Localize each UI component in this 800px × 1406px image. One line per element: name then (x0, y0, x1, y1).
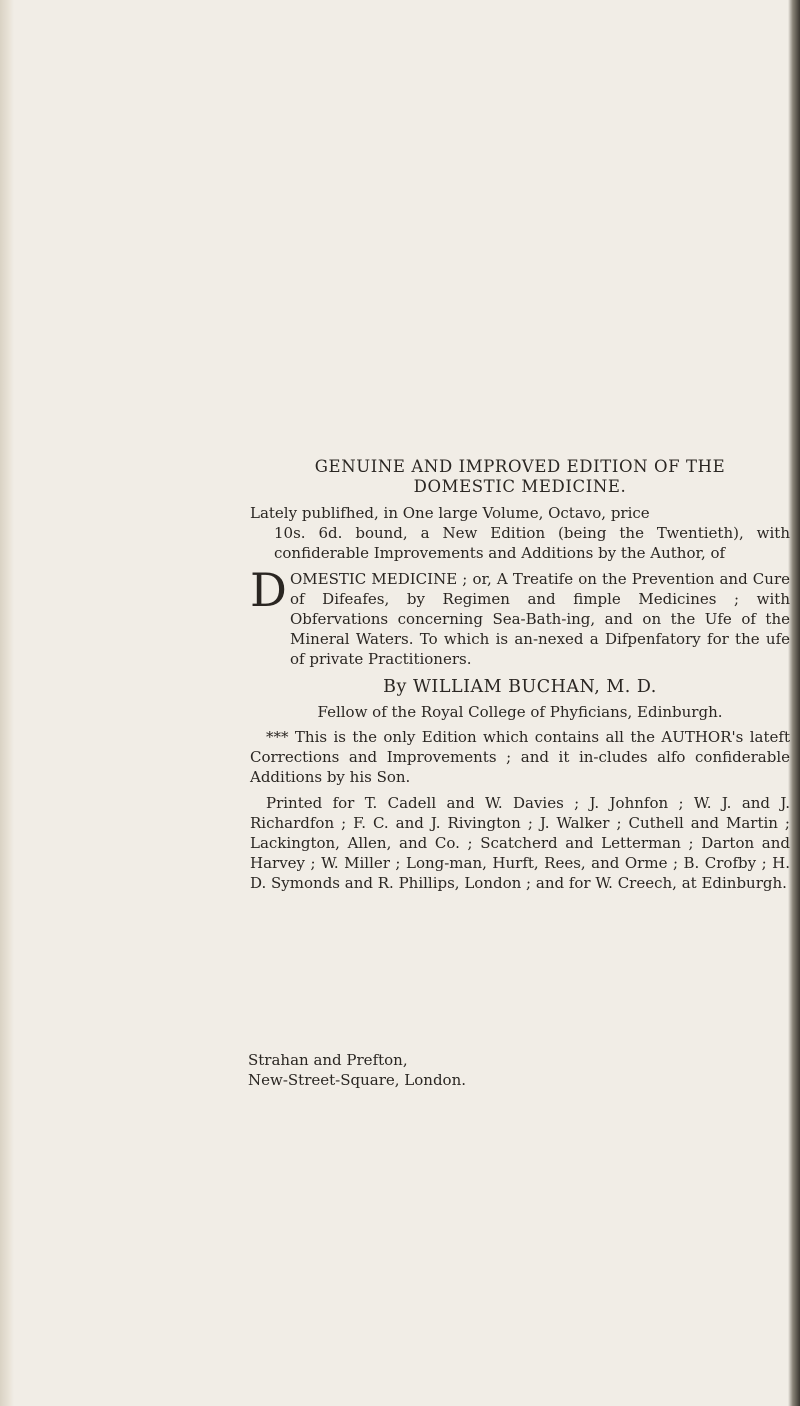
heading-line-2: DOMESTIC MEDICINE. (413, 477, 627, 496)
author-affiliation: Fellow of the Royal College of Phyficians, Edinburgh. (317, 703, 723, 721)
colophon-line-2: New-Street-Square, London. (248, 1071, 467, 1089)
edition-note: *** This is the only Edition which contains all the AUTHOR's lateft Corrections and Improvements ; and it in-cludes alfo confiderable Additions by his Son. (250, 728, 790, 786)
colophon-line-1: Strahan and Prefton, (248, 1051, 408, 1069)
advertisement-page (250, 457, 790, 893)
drop-cap: D (250, 563, 287, 617)
publication-notice-rest: 10s. 6d. bound, a New Edition (being the Twentieth), with confiderable Improvements and Additions by the Author, of (274, 524, 790, 562)
publication-notice-first: Lately publifhed, in One large Volume, Octavo, price (250, 504, 650, 522)
author-line: By WILLIAM BUCHAN, M. D. (383, 677, 657, 697)
book-title-paragraph (250, 563, 790, 669)
publishers-list: Printed for T. Cadell and W. Davies ; J. Johnfon ; W. J. and J. Richardfon ; F. C. and J. Rivington ; J. Walker ; Cuthell and Martin ; Lackington, Allen, and Co. ; Scatcherd and Letterman ; Darton and Harvey ; W. Miller ; Long-man, Hurft, Rees, and Orme ; B. Crofby ; H. D. Symonds and R. Phillips, London ; and for W. Creech, at Edinburgh. (250, 794, 790, 892)
publication-notice (250, 503, 790, 563)
book-title-text: OMESTIC MEDICINE ; or, A Treatife on the Prevention and Cure of Difeafes, by Regimen and fimple Medicines ; with Obfervations concerning Sea-Bath-ing, and on the Ufe of the Mineral Waters. To which is an-nexed a Difpenfatory for the ufe of private Practitioners. (290, 570, 790, 668)
heading-line-1: GENUINE AND IMPROVED EDITION OF THE (314, 457, 726, 476)
book-gutter (0, 0, 14, 1406)
printer-colophon (248, 1050, 466, 1090)
